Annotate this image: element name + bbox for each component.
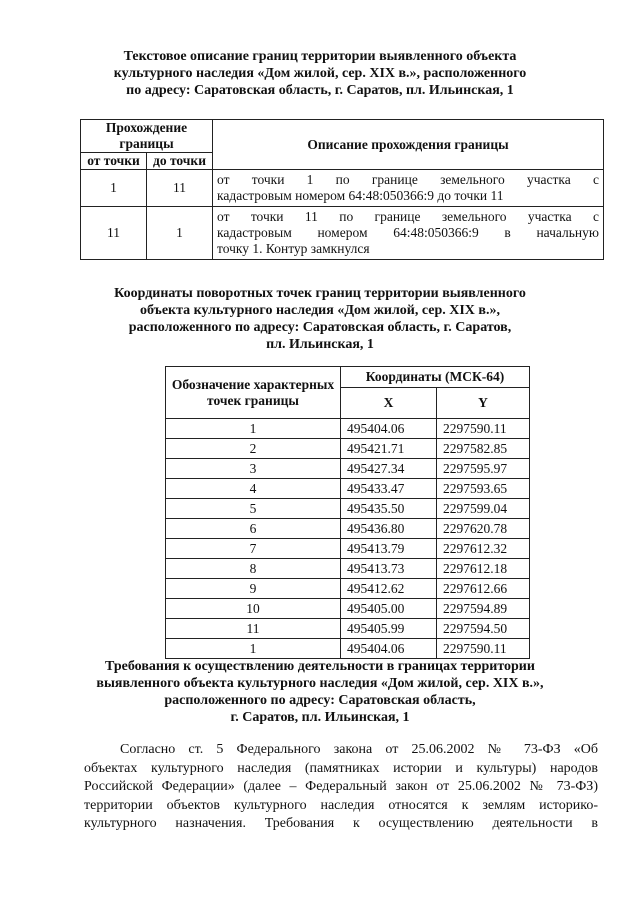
table-row [166, 479, 530, 499]
title-line: расположенного по адресу: Саратовская область, г. Саратов, [128, 320, 512, 335]
table-row [166, 439, 530, 459]
paragraph-line: территории объектов культурного наследия относятся к землям историко- [84, 797, 598, 813]
table-row [81, 207, 604, 260]
cell-y: 2297593.65 [437, 479, 530, 499]
cell-point: 3 [166, 459, 341, 479]
header-from-point: от точки [81, 153, 147, 170]
cell-from: 11 [81, 207, 147, 260]
coordinates-body [166, 419, 530, 659]
cell-to: 1 [147, 207, 213, 260]
cell-point: 11 [166, 619, 341, 639]
body-paragraph [84, 741, 598, 834]
cell-y: 2297620.78 [437, 519, 530, 539]
cell-from: 1 [81, 170, 147, 207]
table-row [166, 559, 530, 579]
table-header-row [166, 367, 530, 388]
cell-y: 2297594.50 [437, 619, 530, 639]
desc-line: от точки 1 по границе земельного участка с [217, 172, 599, 187]
section-title-requirements [40, 658, 600, 726]
cell-y: 2297612.66 [437, 579, 530, 599]
cell-x: 495404.06 [341, 419, 437, 439]
table-row [166, 619, 530, 639]
cell-x: 495413.79 [341, 539, 437, 559]
desc-line: кадастровым номером 64:48:050366:9 до точки 11 [217, 188, 504, 203]
title-line: выявленного объекта культурного наследия «Дом жилой, сер. XIX в.», [96, 676, 544, 691]
cell-point: 4 [166, 479, 341, 499]
header-description: Описание прохождения границы [213, 120, 604, 170]
header-border-passage: Прохождение границы [81, 120, 213, 153]
cell-description [213, 170, 604, 207]
table-row [166, 419, 530, 439]
header-coordinates: Координаты (МСК-64) [341, 367, 530, 388]
cell-y: 2297590.11 [437, 419, 530, 439]
cell-point: 2 [166, 439, 341, 459]
cell-x: 495404.06 [341, 639, 437, 659]
table-row [166, 459, 530, 479]
cell-x: 495412.62 [341, 579, 437, 599]
header-y: Y [437, 388, 530, 419]
paragraph-line: объектах культурного наследия (памятниках истории и культуры) народов [84, 760, 598, 776]
table-row [166, 599, 530, 619]
cell-x: 495436.80 [341, 519, 437, 539]
cell-x: 495427.34 [341, 459, 437, 479]
paragraph-line: Согласно ст. 5 Федерального закона от 25.06.2002 № 73-ФЗ «Об [120, 742, 598, 757]
title-line: Текстовое описание границ территории выявленного объекта [123, 49, 517, 64]
table-row [81, 170, 604, 207]
table-row [166, 579, 530, 599]
cell-point: 1 [166, 419, 341, 439]
table-header-row [81, 120, 604, 153]
cell-x: 495435.50 [341, 499, 437, 519]
header-x: X [341, 388, 437, 419]
table-row [166, 499, 530, 519]
coordinates-table [165, 366, 530, 659]
cell-to: 11 [147, 170, 213, 207]
cell-point: 7 [166, 539, 341, 559]
cell-y: 2297590.11 [437, 639, 530, 659]
cell-y: 2297612.32 [437, 539, 530, 559]
title-line: Требования к осуществлению деятельности в границах территории [105, 659, 535, 674]
section-title-coordinates [60, 285, 580, 353]
title-line: Координаты поворотных точек границ территории выявленного [114, 286, 526, 301]
cell-description [213, 207, 604, 260]
cell-x: 495421.71 [341, 439, 437, 459]
title-line: расположенного по адресу: Саратовская область, [164, 693, 476, 708]
cell-y: 2297582.85 [437, 439, 530, 459]
desc-line: от точки 11 по границе земельного участка с [217, 209, 599, 224]
paragraph-line: Российской Федерации» (далее – Федеральный закон от 25.06.2002 № 73-ФЗ) [84, 779, 598, 794]
cell-x: 495433.47 [341, 479, 437, 499]
table-row [166, 639, 530, 659]
border-description-table [80, 119, 604, 260]
cell-point: 1 [166, 639, 341, 659]
title-line: по адресу: Саратовская область, г. Саратов, пл. Ильинская, 1 [126, 83, 514, 98]
cell-x: 495405.99 [341, 619, 437, 639]
title-line: объекта культурного наследия «Дом жилой, сер. XIX в.», [140, 303, 500, 318]
cell-y: 2297594.89 [437, 599, 530, 619]
header-point-designation: Обозначение характерных точек границы [166, 367, 341, 419]
cell-point: 9 [166, 579, 341, 599]
paragraph-line: культурного назначения. Требования к осуществлению деятельности в [84, 816, 598, 831]
title-line: пл. Ильинская, 1 [266, 337, 374, 352]
desc-line: кадастровым номером 64:48:050366:9 в начальную [217, 225, 599, 240]
cell-y: 2297612.18 [437, 559, 530, 579]
cell-x: 495405.00 [341, 599, 437, 619]
cell-x: 495413.73 [341, 559, 437, 579]
section-title-border-description [60, 48, 580, 99]
desc-line: точку 1. Контур замкнулся [217, 241, 370, 256]
cell-y: 2297599.04 [437, 499, 530, 519]
header-to-point: до точки [147, 153, 213, 170]
title-line: культурного наследия «Дом жилой, сер. XIX в.», расположенного [113, 66, 527, 81]
cell-point: 10 [166, 599, 341, 619]
table-row [166, 539, 530, 559]
table-row [166, 519, 530, 539]
cell-point: 8 [166, 559, 341, 579]
title-line: г. Саратов, пл. Ильинская, 1 [230, 710, 410, 725]
cell-point: 6 [166, 519, 341, 539]
cell-point: 5 [166, 499, 341, 519]
cell-y: 2297595.97 [437, 459, 530, 479]
